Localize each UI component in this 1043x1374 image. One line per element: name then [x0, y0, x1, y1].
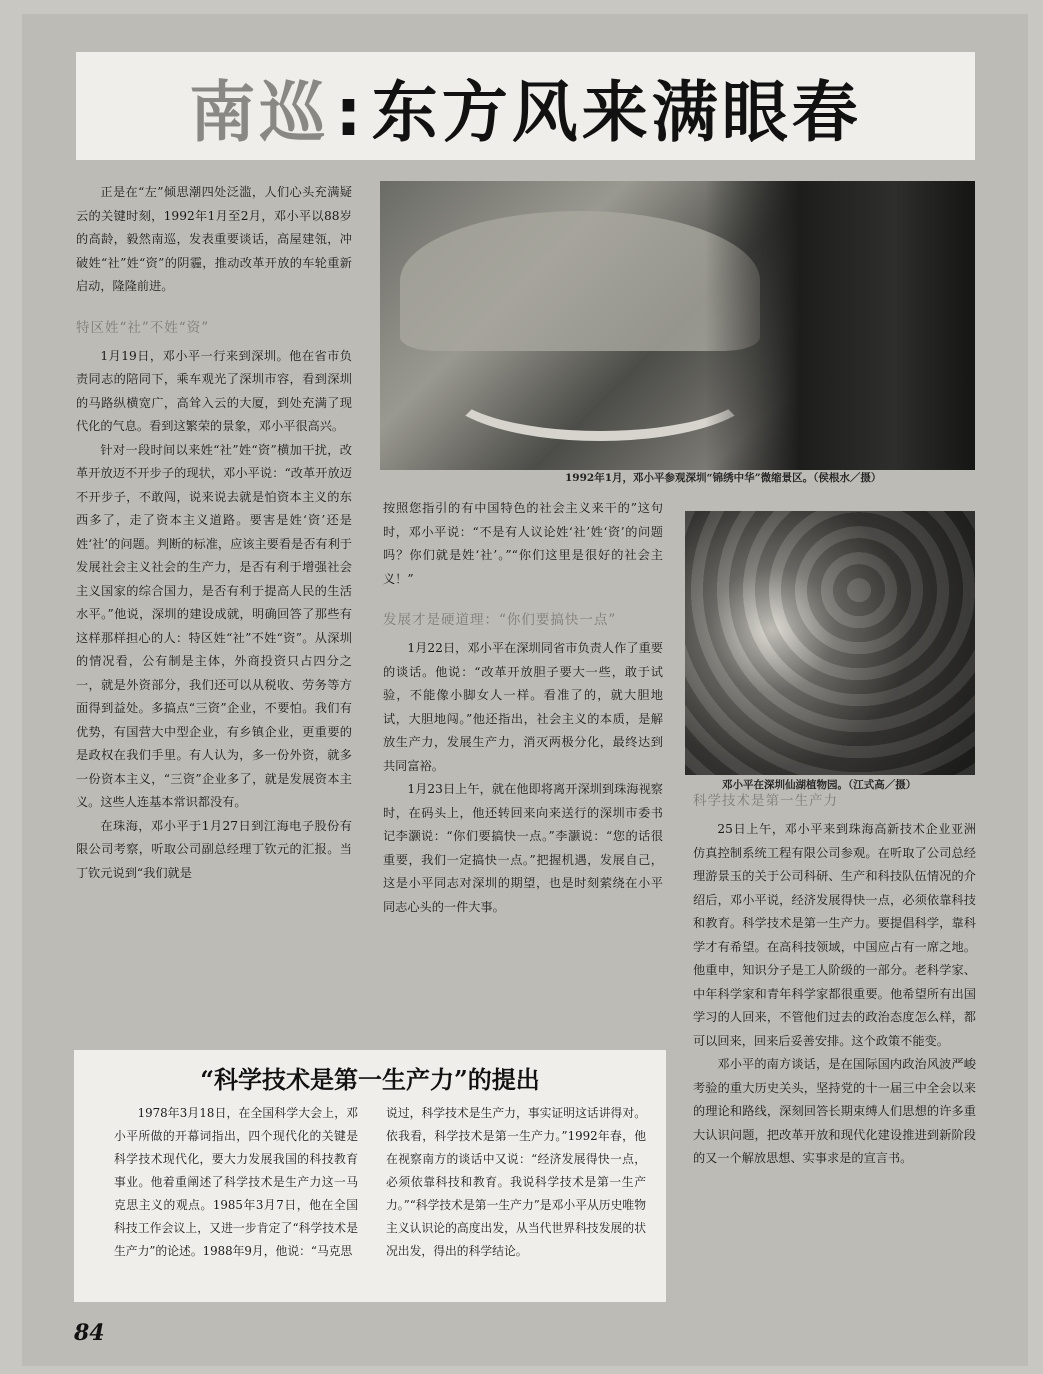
- column-middle: [383, 497, 663, 919]
- intro-paragraph: 正是在“左”倾思潮四处泛滥，人们心头充满疑云的关键时刻，1992年1月至2月，邓小平以88岁的高龄，毅然南巡，发表重要谈话，高屋建瓴，冲破姓“社”姓“资”的阴霾，推动改革开放的车轮重新启动，隆隆前进。: [76, 185, 352, 293]
- photo-caption-2: 邓小平在深圳仙湖植物园。（江式高／摄）: [722, 779, 917, 791]
- paragraph: 1978年3月18日，在全国科学大会上，邓小平所做的开幕词指出，四个现代化的关键是科学技术现代化，要大力发展我国的科技教育事业。他着重阐述了科学技术是生产力这一马克思主义的观点。1985年3月7日，他在全国科技工作会议上，又进一步肯定了“科学技术是生产力”的论述。1988年9月，他说：“马克思: [114, 1106, 358, 1258]
- sidebar-column-left: [114, 1102, 358, 1263]
- paragraph: 1月23日上午，就在他即将离开深圳到珠海视察时，在码头上，他还转回来向来送行的深圳市委书记李灏说：“你们要搞快一点。”李灏说：“您的话很重要，我们一定搞快一点。”把握机遇，发展自己，这是小平同志对深圳的期望，也是时刻萦绕在小平同志心头的一件大事。: [383, 782, 663, 914]
- photo-botanical-garden: [685, 511, 975, 775]
- sidebar-title: “科学技术是第一生产力”的提出: [200, 1065, 540, 1094]
- title-separator: :: [335, 73, 366, 151]
- paragraph: 在珠海，邓小平于1月27日到江海电子股份有限公司考察，听取公司副总经理丁钦元的汇报。当丁钦元说到“我们就是: [76, 818, 352, 880]
- column-right: [693, 790, 976, 1171]
- sidebar-column-right: [386, 1102, 646, 1263]
- section-heading-1: 特区姓“社”不姓“资”: [76, 319, 210, 336]
- photo-caption-1: 1992年1月，邓小平参观深圳“锦绣中华”微缩景区。（侯根水／摄）: [565, 472, 882, 484]
- photo-people: [705, 181, 975, 470]
- page-title: [189, 59, 861, 154]
- title-part-b: 东方风来满眼春: [371, 73, 862, 151]
- paragraph: 25日上午，邓小平来到珠海高新技术企业亚洲仿真控制系统工程有限公司参观。在听取了公司总经理游景玉的关于公司科研、生产和科技队伍情况的介绍后，邓小平说，经济发展得快一点，必须依靠科技和教育。科学技术是第一生产力。要提倡科学，靠科学才有希望。在高科技领域，中国应占有一席之地。他重申，知识分子是工人阶级的一部分。老科学家、中年科学家和青年科学家都很重要。他希望所有出国学习的人回来，不管他们过去的政治态度怎么样，都可以回来，回来后妥善安排。这个政策不能变。: [693, 822, 976, 1048]
- title-part-a: 南巡: [189, 73, 330, 151]
- page-number: 84: [74, 1320, 105, 1346]
- section-heading-2: 发展才是硬道理：“你们要搞快一点”: [383, 612, 617, 628]
- column-left: [76, 181, 352, 885]
- paragraph: 1月19日，邓小平一行来到深圳。他在省市负责同志的陪同下，乘车观光了深圳市容，看到深圳的马路纵横宽广，高耸入云的大厦，到处充满了现代化的气息。看到这繁荣的景象，邓小平很高兴。: [76, 348, 352, 433]
- paragraph: 按照您指引的有中国特色的社会主义来干的”这句时，邓小平说：“不是有人议论姓‘社’姓‘资’的问题吗？你们就是姓‘社’。”“你们这里是很好的社会主义！”: [383, 501, 663, 586]
- sidebar-box: [74, 1050, 666, 1302]
- paragraph: 针对一段时间以来姓“社”姓“资”横加干扰，改革开放迈不开步子的现状，邓小平说：“改革开放迈不开步子，不敢闯，说来说去就是怕资本主义的东西多了，走了资本主义道路。要害是姓‘资’还是姓‘社’的问题。判断的标准，应该主要看是否有利于发展社会主义社会的生产力，是否有利于增强社会主义国家的综合国力，是否有利于提高人民的生活水平。”他说，深圳的建设成就，明确回答了那些有这样那样担心的人：特区姓“社”不姓“资”。从深圳的情况看，公有制是主体，外商投资只占四分之一，就是外资部分，我们还可以从税收、劳务等方面得到益处。多搞点“三资”企业，不要怕。我们有优势，有国营大中型企业，有乡镇企业，更重要的是政权在我们手里。有人认为，多一份外资，就多一份资本主义，“三资”企业多了，就是发展资本主义。这些人连基本常识都没有。: [76, 442, 352, 809]
- paragraph: 1月22日，邓小平在深圳同省市负责人作了重要的谈话。他说：“改革开放胆子要大一些，敢于试验，不能像小脚女人一样。看准了的，就大胆地试，大胆地闯。”他还指出，社会主义的本质，是解放生产力，发展生产力，消灭两极分化，最终达到共同富裕。: [383, 641, 663, 773]
- photo-crowd: [685, 511, 975, 775]
- paragraph: 邓小平的南方谈话，是在国际国内政治风波严峻考验的重大历史关头，坚持党的十一届三中全会以来的理论和路线，深刻回答长期束缚人们思想的许多重大认识问题，把改革开放和现代化建设推进到新阶段的又一个解放思想、实事求是的宣言书。: [693, 1057, 976, 1165]
- title-banner: [76, 52, 975, 160]
- section-heading-3: 科学技术是第一生产力: [693, 793, 838, 809]
- photo-splendid-china: [380, 181, 975, 470]
- paragraph: 说过，科学技术是生产力，事实证明这话讲得对。依我看，科学技术是第一生产力。”1992年春，他在视察南方的谈话中又说：“经济发展得快一点，必须依靠科技和教育。我说科学技术是第一生产力。”“科学技术是第一生产力”是邓小平从历史唯物主义认识论的高度出发，从当代世界科技发展的状况出发，得出的科学结论。: [386, 1106, 646, 1258]
